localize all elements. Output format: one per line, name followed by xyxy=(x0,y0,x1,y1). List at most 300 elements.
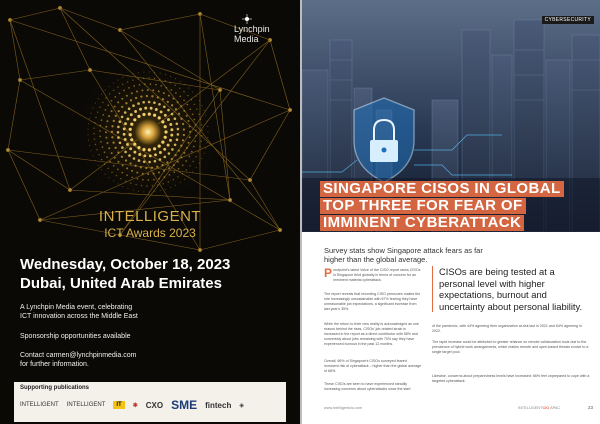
gold-dot xyxy=(205,115,206,116)
gold-dot xyxy=(105,131,107,133)
gold-dot xyxy=(193,161,194,162)
gold-dot xyxy=(138,72,139,73)
publication-logo-sme: SME xyxy=(171,398,198,412)
gold-dot xyxy=(158,145,161,148)
gold-dot xyxy=(122,77,123,78)
gold-dot xyxy=(111,125,113,127)
gold-dot xyxy=(117,86,118,87)
gold-dot xyxy=(174,85,175,86)
gold-dot xyxy=(121,146,124,149)
gold-dot xyxy=(140,166,142,168)
gold-dot xyxy=(141,89,143,91)
gold-dot xyxy=(119,120,122,123)
network-line xyxy=(10,20,70,190)
gold-dot xyxy=(153,173,155,175)
gold-dot xyxy=(117,101,119,103)
gold-dot xyxy=(144,83,146,85)
gold-dot xyxy=(173,179,174,180)
gold-dot xyxy=(114,147,116,149)
gold-dot xyxy=(191,99,192,100)
gold-dot xyxy=(108,115,110,117)
gold-dot xyxy=(93,133,94,134)
gold-dot xyxy=(131,92,133,94)
publication-logos xyxy=(20,396,282,414)
gold-dot xyxy=(143,154,146,157)
network-node xyxy=(198,248,202,252)
gold-dot xyxy=(137,178,139,180)
gold-dot xyxy=(88,129,89,130)
gold-dot xyxy=(200,119,201,120)
column-1-paragraph-2: The report reveals that recording CISO pressures makes the role increasingly unsustainable with 67% fearing they have unreasonable job expectations, a significant increase from last year's 35%. xyxy=(324,292,421,311)
gold-dot xyxy=(140,95,142,97)
gold-dot xyxy=(164,125,167,128)
gold-dot xyxy=(169,123,172,126)
gold-dot xyxy=(145,167,147,169)
gold-dot xyxy=(131,176,133,178)
gold-dot xyxy=(186,147,188,149)
gold-dot xyxy=(155,84,157,86)
gold-dot xyxy=(184,84,185,85)
gold-dot xyxy=(149,154,152,157)
gold-dot xyxy=(129,133,132,136)
gold-dot xyxy=(177,133,180,136)
gold-dot xyxy=(125,102,127,104)
gold-dot xyxy=(207,137,208,138)
network-node xyxy=(18,78,22,82)
gold-dot xyxy=(111,136,113,138)
network-node xyxy=(248,178,252,182)
gold-dot xyxy=(98,154,99,155)
gold-dot xyxy=(126,174,128,176)
gold-dot xyxy=(158,172,160,174)
gold-dot xyxy=(117,161,119,163)
gold-dot xyxy=(159,79,160,80)
gold-dot xyxy=(112,141,114,143)
footer-publication-prefix: INTELLIGENT xyxy=(518,406,543,410)
gold-dot xyxy=(182,164,184,166)
gold-dot xyxy=(180,105,182,107)
gold-dot xyxy=(189,125,191,127)
gold-dot xyxy=(129,128,132,131)
gold-dot xyxy=(132,104,135,107)
publication-logo-cxo: CXO xyxy=(145,400,164,410)
gold-dot xyxy=(148,161,151,164)
award-title-line2: ICT Awards 2023 xyxy=(104,226,196,240)
gold-dot xyxy=(129,162,131,164)
gold-dot xyxy=(159,158,162,161)
gold-dot xyxy=(109,93,110,94)
gold-dot xyxy=(150,83,152,85)
gold-dot xyxy=(171,113,174,116)
gold-dot xyxy=(154,72,155,73)
gold-dot xyxy=(90,150,91,151)
gold-dot xyxy=(130,138,133,141)
gold-dot xyxy=(158,90,160,92)
gold-dot xyxy=(158,116,161,119)
headline-line: SINGAPORE CISOS IN GLOBAL xyxy=(320,181,564,197)
gold-dot xyxy=(196,167,197,168)
gold-dot xyxy=(126,95,128,97)
gold-dot xyxy=(113,90,114,91)
gold-dot xyxy=(149,71,150,72)
gold-dot xyxy=(192,171,193,172)
gold-dot xyxy=(147,173,149,175)
gold-dot xyxy=(166,87,168,89)
gold-dot xyxy=(157,96,159,98)
gold-dot xyxy=(135,184,136,185)
gold-dot xyxy=(95,103,96,104)
gold-dot xyxy=(149,191,150,192)
gold-dot xyxy=(102,114,104,116)
gold-dot xyxy=(115,115,117,117)
gold-dot xyxy=(137,102,140,105)
gold-dot xyxy=(189,108,191,110)
gold-dot xyxy=(164,136,167,139)
network-line xyxy=(120,14,200,30)
gold-dot xyxy=(128,87,130,89)
event-date: Wednesday, October 18, 2023 xyxy=(20,256,231,273)
gold-dot xyxy=(126,143,129,146)
gold-dot xyxy=(189,131,191,133)
column-2-paragraph-3: Likewise, concerns about preparedness levels have increased: 66% feel unprepared to cope with a targeted cyberattack. xyxy=(432,374,590,383)
gold-dot xyxy=(122,164,124,166)
gold-dot xyxy=(170,76,171,77)
network-line xyxy=(270,40,290,110)
gold-dot xyxy=(157,184,158,185)
gold-dot xyxy=(120,178,121,179)
gold-dot xyxy=(180,118,182,120)
gold-dot xyxy=(154,160,157,163)
sponsorship-note: Sponsorship opportunities available xyxy=(20,333,131,340)
publication-logo-red: ✱ xyxy=(132,402,138,409)
gold-dot xyxy=(174,117,177,120)
gold-dot xyxy=(125,159,127,161)
gold-dot xyxy=(175,185,176,186)
network-node xyxy=(288,108,292,112)
gold-dot xyxy=(174,144,177,147)
footer-publication-suffix: APAC xyxy=(550,406,561,410)
gold-dot xyxy=(160,73,161,74)
gold-dot xyxy=(117,151,119,153)
gold-dot xyxy=(153,101,156,104)
gold-dot xyxy=(201,130,202,131)
gold-dot xyxy=(155,108,158,111)
gold-dot xyxy=(177,176,178,177)
gold-dot xyxy=(205,148,206,149)
gold-dot xyxy=(117,169,119,171)
gold-dot xyxy=(187,104,189,106)
supporting-publications-bar xyxy=(14,382,286,422)
column-1-paragraph-4: Overall, 66% of Singapore's CISOs surveyed feared imminent risk of cyberattack – higher than the global average of 68%. xyxy=(324,359,422,373)
gold-dot xyxy=(138,191,139,192)
gold-dot xyxy=(107,142,109,144)
gold-dot xyxy=(201,124,202,125)
gold-dot xyxy=(170,128,173,131)
gold-dot xyxy=(105,90,106,91)
headline-line: TOP THREE FOR FEAR OF xyxy=(320,198,526,214)
gold-dot xyxy=(126,167,128,169)
gold-dot xyxy=(99,136,101,138)
gold-dot xyxy=(188,120,190,122)
gold-dot xyxy=(192,91,193,92)
gold-dot xyxy=(194,140,196,142)
gold-dot xyxy=(199,146,200,147)
gold-dot xyxy=(138,153,141,156)
gold-dot xyxy=(105,126,107,128)
gold-dot xyxy=(101,119,103,121)
gold-dot xyxy=(107,104,109,106)
gold-dot xyxy=(127,75,128,76)
gold-dot xyxy=(154,78,155,79)
gold-dot xyxy=(176,138,179,141)
gold-dot xyxy=(109,161,111,163)
network-line xyxy=(250,110,290,180)
gold-dot xyxy=(207,131,208,132)
gold-dot xyxy=(161,120,164,123)
gold-dot xyxy=(182,139,184,141)
gold-dot xyxy=(169,139,172,142)
contact-line1: Contact carmen@lynchpinmedia.com xyxy=(20,352,137,359)
network-node xyxy=(68,188,72,192)
gold-dot xyxy=(95,117,96,118)
lynchpin-media-logo xyxy=(234,14,294,44)
publication-logo-emblem: ◈ xyxy=(239,402,244,409)
network-node xyxy=(58,6,62,10)
gold-dot xyxy=(114,96,116,98)
gold-dot xyxy=(142,113,145,116)
gold-dot xyxy=(188,175,189,176)
gold-dot xyxy=(163,170,165,172)
page-number: 23 xyxy=(588,405,594,410)
gold-dot xyxy=(182,123,184,125)
gold-dot xyxy=(158,178,160,180)
gold-dot xyxy=(146,95,148,97)
gold-dot xyxy=(156,166,158,168)
gold-dot xyxy=(139,108,142,111)
gold-dot xyxy=(188,156,190,158)
gold-dot xyxy=(193,119,195,121)
gold-dot xyxy=(114,157,116,159)
gold-dot xyxy=(130,99,132,101)
gold-dot xyxy=(148,101,151,104)
gold-dot xyxy=(92,155,93,156)
gold-dot xyxy=(114,106,116,108)
gold-dot xyxy=(163,148,166,151)
gold-dot xyxy=(99,107,100,108)
gold-dot xyxy=(168,167,170,169)
gold-dot xyxy=(195,129,197,131)
gold-dot xyxy=(92,108,93,109)
gold-dot xyxy=(195,156,196,157)
gold-dot xyxy=(132,80,133,81)
gold-dot xyxy=(165,74,166,75)
gold-dot xyxy=(198,151,199,152)
publication-logo-yellow: IT xyxy=(113,401,124,409)
gold-dot xyxy=(88,123,89,124)
gold-dot xyxy=(184,179,185,180)
gold-dot xyxy=(173,171,175,173)
gold-dot xyxy=(135,97,137,99)
gold-dot xyxy=(133,143,136,146)
gold-dot xyxy=(175,92,177,94)
gold-dot xyxy=(105,173,106,174)
gold-dot xyxy=(151,95,153,97)
gold-dot xyxy=(107,168,108,169)
gold-dot xyxy=(201,135,202,136)
gold-dot xyxy=(128,154,131,157)
gold-dot xyxy=(180,81,181,82)
gold-dot xyxy=(153,114,156,117)
network-node xyxy=(6,148,10,152)
gold-dot xyxy=(133,73,134,74)
gold-dot xyxy=(142,173,144,175)
footer-website: www.intelligentcio.com xyxy=(324,406,363,410)
gold-dot xyxy=(201,141,202,142)
gold-dot xyxy=(101,94,102,95)
gold-dot xyxy=(94,122,95,123)
gold-dot xyxy=(180,182,181,183)
gold-dot xyxy=(88,134,89,135)
gold-dot xyxy=(165,80,166,81)
gold-dot xyxy=(178,168,180,170)
gold-dot xyxy=(204,153,205,154)
gold-dot xyxy=(171,104,173,106)
gold-dot xyxy=(143,161,146,164)
contact-line2: for further information. xyxy=(20,361,89,368)
gold-dot xyxy=(186,169,187,170)
gold-dot xyxy=(175,78,176,79)
gold-dot xyxy=(137,115,140,118)
gold-dot xyxy=(121,172,123,174)
gold-dot xyxy=(106,120,108,122)
gold-dot xyxy=(164,176,166,178)
gold-dot xyxy=(117,126,120,129)
gold-dot xyxy=(133,190,134,191)
network-line xyxy=(10,20,20,80)
gold-dot xyxy=(105,109,107,111)
gold-dot xyxy=(171,158,173,160)
gold-dot xyxy=(159,151,162,154)
gold-dot xyxy=(154,191,155,192)
lynchpin-logo-icon xyxy=(242,14,252,24)
section-tab: CYBERSECURITY xyxy=(542,16,594,24)
gold-dot xyxy=(179,88,180,89)
gold-dot xyxy=(183,91,184,92)
gold-dot xyxy=(177,161,179,163)
network-node xyxy=(88,68,92,72)
gold-dot xyxy=(133,118,136,121)
event-location: Dubai, United Arab Emirates xyxy=(20,275,222,292)
gold-dot xyxy=(130,183,131,184)
gold-dot xyxy=(178,149,180,151)
gold-dot xyxy=(97,112,98,113)
gold-dot xyxy=(206,142,207,143)
gold-dot xyxy=(95,144,96,145)
gold-dot xyxy=(160,110,163,113)
gold-dot xyxy=(163,106,166,109)
gold-dot xyxy=(136,172,138,174)
gold-dot xyxy=(207,126,208,127)
gold-dot xyxy=(183,152,185,154)
gold-dot xyxy=(160,190,161,191)
gold-dot xyxy=(170,82,171,83)
gold-dot xyxy=(195,124,197,126)
network-line xyxy=(10,8,60,20)
gold-dot xyxy=(178,113,180,115)
gold-dot xyxy=(183,134,185,136)
gold-dot xyxy=(127,81,128,82)
gold-dot xyxy=(99,130,101,132)
gold-dot xyxy=(134,165,136,167)
drop-cap: P xyxy=(324,266,333,280)
gold-dot xyxy=(117,183,118,184)
gold-dot xyxy=(185,160,187,162)
gold-dot xyxy=(134,110,137,113)
gold-dot xyxy=(142,148,145,151)
gold-dot xyxy=(153,147,156,150)
gold-dot xyxy=(170,187,171,188)
gold-dot xyxy=(164,114,167,117)
gold-dot xyxy=(180,156,182,158)
gold-dot xyxy=(133,85,135,87)
footer-publication-bold: CIO xyxy=(542,406,550,410)
gold-dot xyxy=(160,85,162,87)
gold-dot xyxy=(111,131,113,133)
article-page xyxy=(302,0,600,424)
gold-dot xyxy=(118,110,120,112)
gold-dot xyxy=(90,113,91,114)
gold-dot xyxy=(108,147,110,149)
gold-dot xyxy=(199,163,200,164)
gold-dot xyxy=(183,110,185,112)
gold-dot xyxy=(142,179,144,181)
gold-dot xyxy=(117,131,120,134)
gold-dot xyxy=(182,173,183,174)
brand-name-line1: Lynchpin xyxy=(234,24,270,34)
gold-dot xyxy=(89,145,90,146)
column-1-paragraph-1 xyxy=(324,268,422,283)
gold-dot xyxy=(124,151,127,154)
gold-dot xyxy=(177,101,179,103)
gold-dot xyxy=(119,93,121,95)
gold-dot xyxy=(98,98,99,99)
gold-dot xyxy=(158,103,161,106)
gold-dot xyxy=(117,80,118,81)
body-text: roofpoint's latest Voice of the CISO report ranks CISOs in Singapore third globally in terms of concern for an imminent material cyberattack. xyxy=(333,268,421,282)
gold-dot xyxy=(191,151,193,153)
column-1-paragraph-3: While the return to their new reality is acknowledged as one reason behind the rises, CISOs' job-related strain is increased in the report as a direct contributor with 58% and conversely about jobs remaining with 70% say they have experienced burnout in the past 12 months. xyxy=(324,322,419,346)
gold-dot xyxy=(154,153,157,156)
gold-dot xyxy=(128,107,131,110)
gold-dot xyxy=(165,189,166,190)
gold-dot xyxy=(148,113,151,116)
gold-dot xyxy=(105,97,106,98)
gold-dot xyxy=(124,138,127,141)
supporting-title: Supporting publications xyxy=(20,385,89,391)
gold-dot xyxy=(146,185,147,186)
gold-dot xyxy=(167,144,170,147)
gold-dot xyxy=(141,185,142,186)
gold-dot xyxy=(189,136,191,138)
gold-dot xyxy=(113,165,115,167)
gold-dot xyxy=(100,141,102,143)
gold-dot xyxy=(111,110,113,112)
gold-dot xyxy=(147,89,149,91)
gold-dot xyxy=(119,142,122,145)
gold-dot xyxy=(151,167,153,169)
award-title-line1: INTELLIGENT xyxy=(98,208,202,225)
gold-dot xyxy=(166,161,168,163)
